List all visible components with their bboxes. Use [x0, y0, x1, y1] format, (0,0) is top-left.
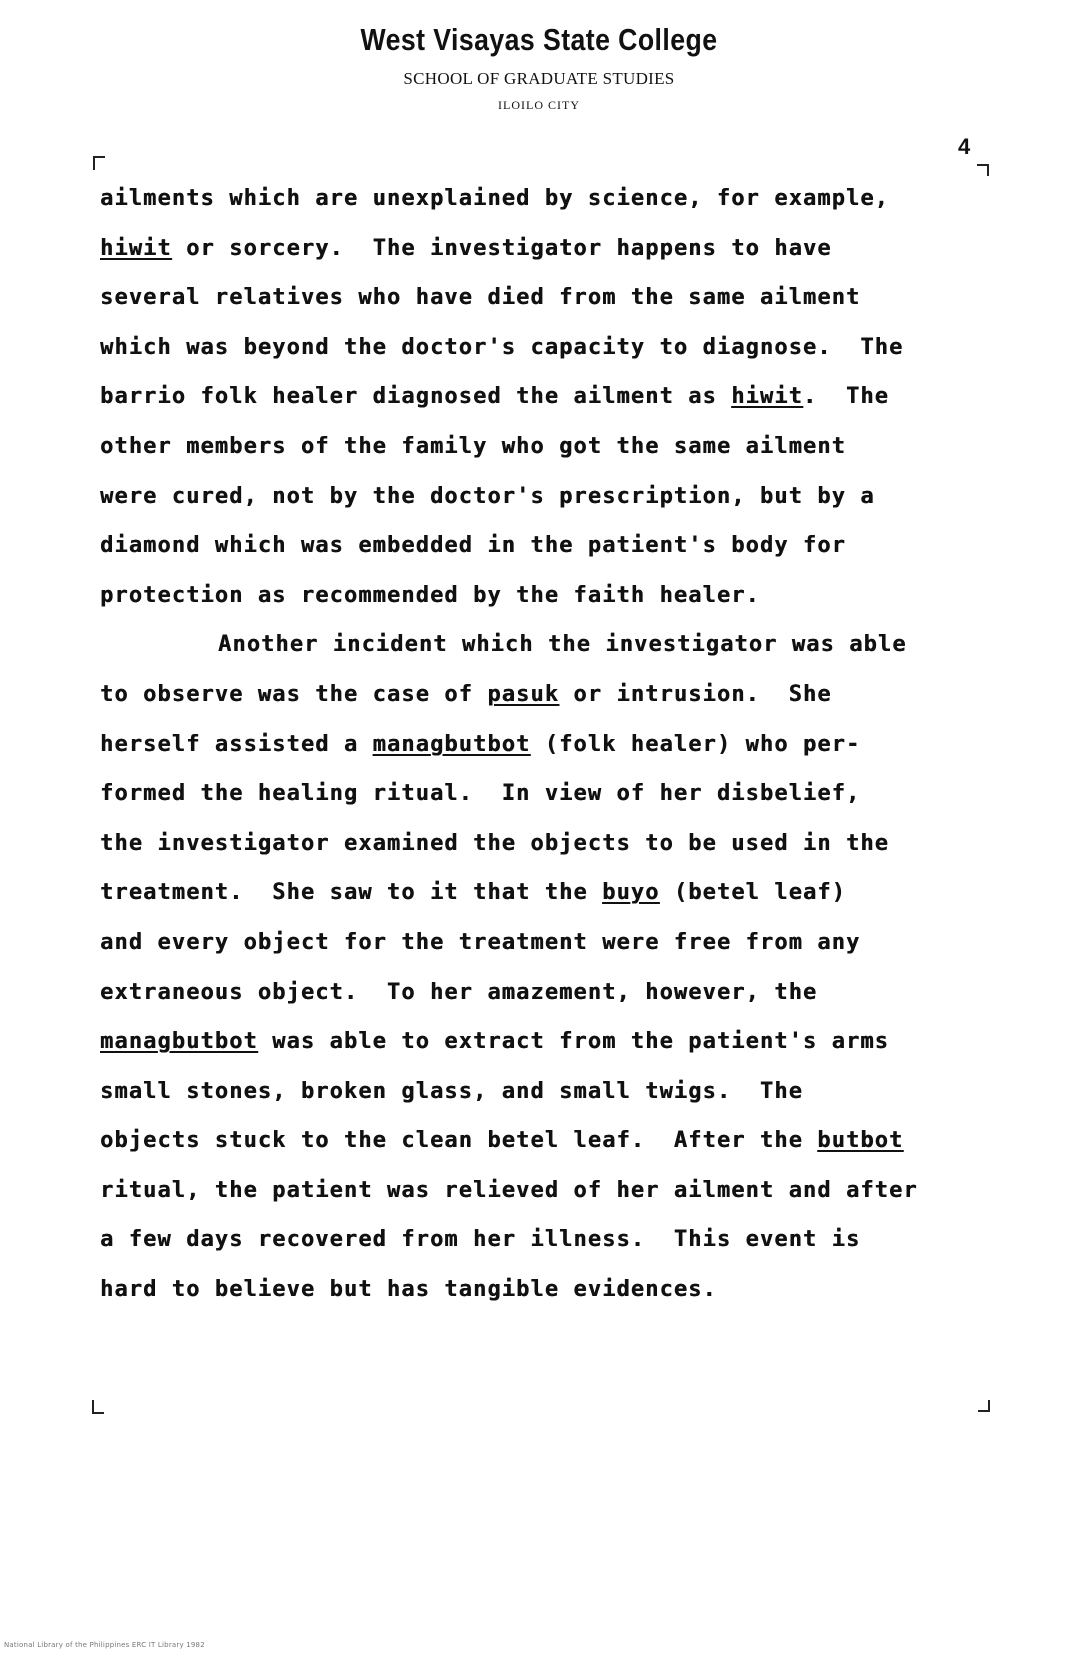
text-line: several relatives who have died from the same ailment	[100, 285, 861, 311]
text-line: protection as recommended by the faith healer.	[100, 582, 760, 608]
underlined-term: butbot	[817, 1128, 904, 1154]
underlined-term: buyo	[602, 880, 660, 906]
text-line: to observe was the case of pasuk or intrusion. She	[100, 681, 832, 707]
text-line: a few days recovered from her illness. This event is	[100, 1227, 861, 1253]
text-line: hard to believe but has tangible evidences.	[100, 1277, 717, 1303]
underlined-term: managbutbot	[100, 1029, 258, 1055]
letterhead-institution: West Visayas State College	[360, 22, 718, 57]
crop-mark-bottom-left	[92, 1400, 104, 1414]
text-line: managbutbot was able to extract from the patient's arms	[100, 1029, 889, 1055]
typed-body-text	[100, 174, 980, 1315]
text-line: treatment. She saw to it that the buyo (betel leaf)	[100, 880, 846, 906]
text-line: other members of the family who got the same ailment	[100, 433, 846, 459]
crop-mark-top-left	[93, 156, 105, 170]
underlined-term: managbutbot	[372, 731, 531, 757]
letterhead-city: ILOILO CITY	[498, 98, 580, 112]
underlined-term: hiwit	[100, 235, 172, 261]
text-line: were cured, not by the doctor's prescription, but by a	[100, 483, 875, 509]
text-line: ritual, the patient was relieved of her ailment and after	[100, 1177, 918, 1203]
text-line: extraneous object. To her amazement, however, the	[100, 979, 818, 1005]
text-line: diamond which was embedded in the patient's body for	[100, 533, 846, 559]
page-number: 4	[958, 134, 971, 159]
text-line: formed the healing ritual. In view of her disbelief,	[100, 781, 861, 807]
text-line: hiwit or sorcery. The investigator happens to have	[100, 235, 832, 261]
letterhead-school: SCHOOL OF GRADUATE STUDIES	[403, 69, 675, 88]
text-line: and every object for the treatment were free from any	[100, 929, 861, 955]
text-line: which was beyond the doctor's capacity to diagnose. The	[100, 334, 904, 360]
scan-footer-text: National Library of the Philippines ERC IT Library 1982	[4, 1641, 205, 1649]
text-line: ailments which are unexplained by science, for example,	[100, 186, 889, 211]
text-line: objects stuck to the clean betel leaf. After the butbot	[100, 1128, 904, 1154]
text-line: barrio folk healer diagnosed the ailment as hiwit. The	[100, 384, 889, 410]
text-line: the investigator examined the objects to be used in the	[100, 830, 889, 856]
crop-mark-bottom-right	[978, 1400, 990, 1412]
text-line: small stones, broken glass, and small twigs. The	[100, 1078, 803, 1104]
paragraph-first-line: Another incident which the investigator was able	[218, 632, 907, 658]
underlined-term: pasuk	[487, 681, 560, 707]
underlined-term: hiwit	[731, 384, 803, 410]
text-line: herself assisted a managbutbot (folk healer) who per-	[100, 731, 861, 757]
